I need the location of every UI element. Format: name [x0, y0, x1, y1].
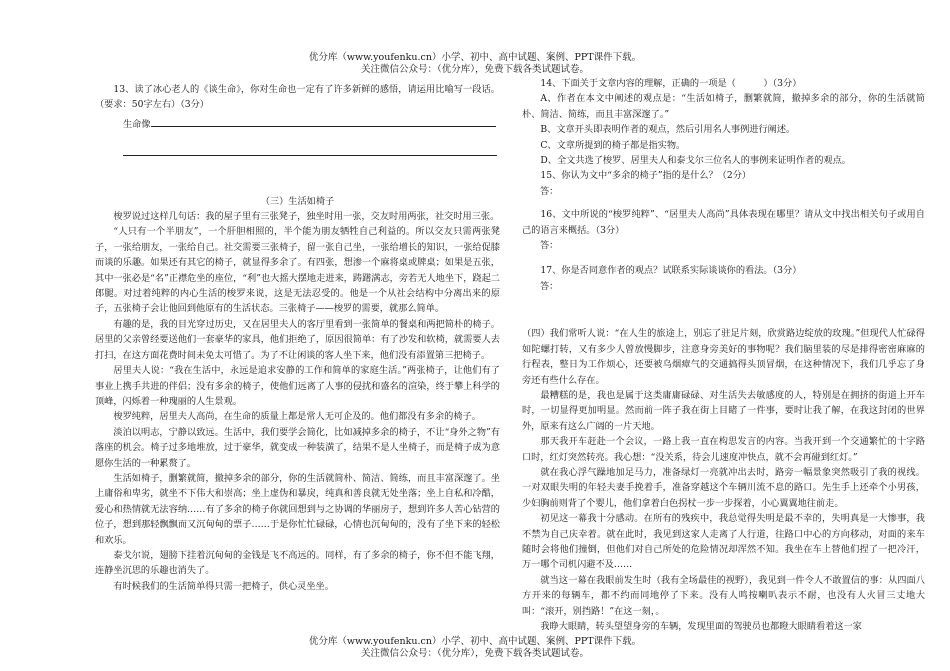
- answer-underline: [123, 155, 497, 156]
- question-14: 14、下面关于文章内容的理解，正确的一项是（ ）（3分）: [540, 78, 802, 89]
- q13-answer-line-2: [123, 146, 500, 161]
- q13-answer-line-1: [123, 117, 500, 132]
- q16-answer: 答：: [540, 240, 559, 252]
- paragraph: 那天我开车赶赴一个会议，一路上我一直在构思发言的内容。当我开到一个交通繁忙的十字路口时，红灯突然转亮。我心想：“没关系，待会儿速度冲快点，就不会再碰到红灯。”: [522, 436, 925, 463]
- section-3-title: （三）生活如椅子: [260, 195, 335, 207]
- header-line-1: 优分库（www.youfenku.cn）小学、初中、高中试题、案例、PPT课件下载。: [308, 52, 642, 63]
- paragraph: 就当这一幕在我眼前发生时（我有全场最佳的视野），我见到一件令人不敢置信的事：从四面八方开来的每辆车，都不约而同地停了下来。没有人鸣按喇叭表示不耐，也没有人火冒三丈地大叫：“滚开，别挡路！”在这一刻，。: [522, 574, 925, 617]
- paragraph: 梭罗纯粹，居里夫人高尚，在生命的质量上都是常人无可企及的。他们都没有多余的椅子。: [113, 411, 481, 423]
- question-17: 17、你是否同意作者的观点？试联系实际谈谈你的看法。（3分）: [540, 265, 802, 277]
- q14-option-d: D、全文共选了梭罗、居里夫人和泰戈尔三位名人的事例来证明作者的观点。: [540, 155, 851, 167]
- paragraph: 有趣的是，我的目光穿过历史，又在居里夫人的客厅里看到一张简单的餐桌和两把简朴的椅子。居里的父亲曾经要送他们一套豪华的家具，他们拒绝了，原因很简单：有了沙发和软椅，就需要人去打扫，在这方面花费时间未免太可惜了。为了不让闲谈的客人坐下来，他们没有添置第三把椅子。: [95, 318, 500, 361]
- paragraph: 泰戈尔说，翅膀下挂着沉甸甸的金钱是飞不高远的。同样，有了多余的椅子，你不但不能飞翔，连静坐沉思的乐趣也消失了。: [95, 549, 500, 577]
- paragraph: “人只有一个半朋友”，一个肝胆相照的，半个能为朋友牺牲自己利益的。所以交友只需两张凳子，一张给朋友，一张给自己。社交需要三张椅子，留一张自己坐，一张给增长的知识，一张给促膝而谈的乐趣。如果还有其它的椅子，就显得多余了。有四张，想渗一个麻将桌或牌桌；如果是五张，其中一张必是“名”正襟危坐的座位，“利”也大摇大摆地走进来，踌躇满志，旁若无人地坐下，跷起二郎腿。对过着纯粹的内心生活的梭罗来说，这是无法忍受的。他是一个从社会结构中分离出来的原子，五张椅子会让他回到他原有的生活状态。三张椅子——梭罗的需要，就那么简单。: [95, 226, 500, 315]
- q13-prefix: 生命像: [123, 118, 151, 130]
- paragraph: 淡泊以明志，宁静以致远。生活中，我们要学会简化，比如减掉多余的椅子，不让“身外之物”有落座的机会。椅子过多地堆放，过于豪华，就变成一种装潢了，结果不是人坐椅子，而是椅子成为意愿你生活的一种累赘了。: [95, 426, 500, 469]
- paragraph: 最糟糕的是，我也是属于这类庸庸碌碌、对生活失去敏感度的人，特别是在拥挤的街道上开车时，一切显得更加明显。然而前一阵子我在街上目睹了一件事，要时让我了解，在我这封闭的世界外，原来有这么广阔的一片天地。: [522, 389, 925, 432]
- paragraph: 初见这一幕我十分感动。在所有的残疾中，我总觉得失明是最不幸的，失明真是一大惨事，我不禁为自己庆幸着。就在此时，我见到这家人走离了人行道，往路口中心的方向移动，对面的来车随时会将他们撞倒，但他们对自己所处的危险情况却浑然不知。我坐在车上替他们捏了一把冷汗，万一哪个司机闪避不及……: [522, 513, 925, 571]
- paragraph: 就在我心浮气躁地加足马力，准备绿灯一亮就冲出去时，路旁一幅景象突然吸引了我的视线。一对双眼失明的年轻夫妻手挽着手，准备穿越这个车辆川流不息的路口。先生手上还牵个小男孩，少妇胸前则背了个婴儿，他们拿着白色拐杖一步一步探着，小心翼翼地往前走。: [522, 466, 925, 509]
- paragraph: 居里夫人说：“我在生活中，永远是追求安静的工作和简单的家庭生活。”两张椅子，让他们有了事业上携手共进的伴侣；没有多余的椅子，使他们远离了人事的侵扰和盛名的渲染，终于攀上科学的顶峰，闪烁着一种瑰丽的人生景观。: [95, 365, 500, 407]
- page-footer: [0, 636, 950, 660]
- q14-option-b: B、文章开头即表明作者的观点，然后引用名人事例进行阐述。: [540, 124, 796, 136]
- page-header: [0, 52, 950, 76]
- q17-answer: 答：: [540, 280, 559, 292]
- question-15: 15、你认为文中“多余的椅子”指的是什么？（2分）: [540, 170, 752, 182]
- left-column: [95, 76, 500, 594]
- paragraph: 有时候我们的生活简单得只需一把椅子，供心灵坐坐。: [113, 580, 334, 592]
- right-column: [522, 76, 925, 634]
- q14-option-a: A、作者在本文中阐述的观点是：“生活如椅子，删繁就简，撤掉多余的部分，你的生活就简朴、简洁、简练，而且丰富深邃了。”: [522, 93, 925, 120]
- header-line-2: 关注微信公众号：（优分库），免费下载各类试题试卷。: [360, 64, 589, 75]
- answer-underline: [151, 126, 496, 127]
- q15-answer: 答：: [540, 185, 559, 197]
- question-13: 13、读了冰心老人的《谈生命》，你对生命也一定有了许多新鲜的感悟，请运用比喻写一段话。（要求：50字左右）（3分）: [95, 84, 500, 111]
- q14-option-c: C、文章所提到的椅子都是指实物。: [540, 139, 686, 151]
- footer-line-2: 关注微信公众号：（优分库），免费下载各类试题试卷。: [360, 648, 589, 659]
- footer-line-1: 优分库（www.youfenku.cn）小学、初中、高中试题、案例、PPT课件下载。: [308, 636, 642, 647]
- section-4-paragraph: （四）我们常听人说：“在人生的旅途上，别忘了驻足片刻，欣赏路边绽放的玫瑰。”但现代人忙碌得如陀螺打转，又有多少人曾放慢脚步，注意身旁美好的事物呢？我们脑里装的尽是排得密密麻麻的行程表，整日为工作烦心，还要被乌烟瘴气的交通搞得头顶冒烟，在这种情况下，我们几乎忘了身旁还有些什么存在。: [522, 328, 925, 386]
- paragraph: 梭罗说过这样几句话：我的屋子里有三张凳子，独坐时用一张，交友时用两张，社交时用三张。: [113, 211, 500, 223]
- question-16: 16、文中所说的“梭罗纯粹”、“居里夫人高尚”具体表现在哪里？请从文中找出相关句子或用自己的语言来概括。（3分）: [522, 209, 925, 236]
- paragraph: 我睁大眼睛，转头望望身旁的车辆，发现里面的驾驶员也都瞪大眼睛看着这一家: [540, 621, 862, 632]
- paragraph: 生活如椅子，删繁就简，撤掉多余的部分，你的生活就简朴、简洁、简练，而且丰富深邃了。坐上庸俗和卑劣，就坐不下伟大和崇高；坐上虚伪和暴戾，纯真和善良就无处坐落；坐上自私和冷酷，爱心和热情就无法容纳……有了多余的椅子你就回想到与之协调的华丽房子，想到许多人苦心钻营的位子，想到那轻飘飘而又沉甸甸的票子……于是你忙忙碌碌，心情也沉甸甸的，没有了坐下来的轻松和欢乐。: [95, 472, 500, 546]
